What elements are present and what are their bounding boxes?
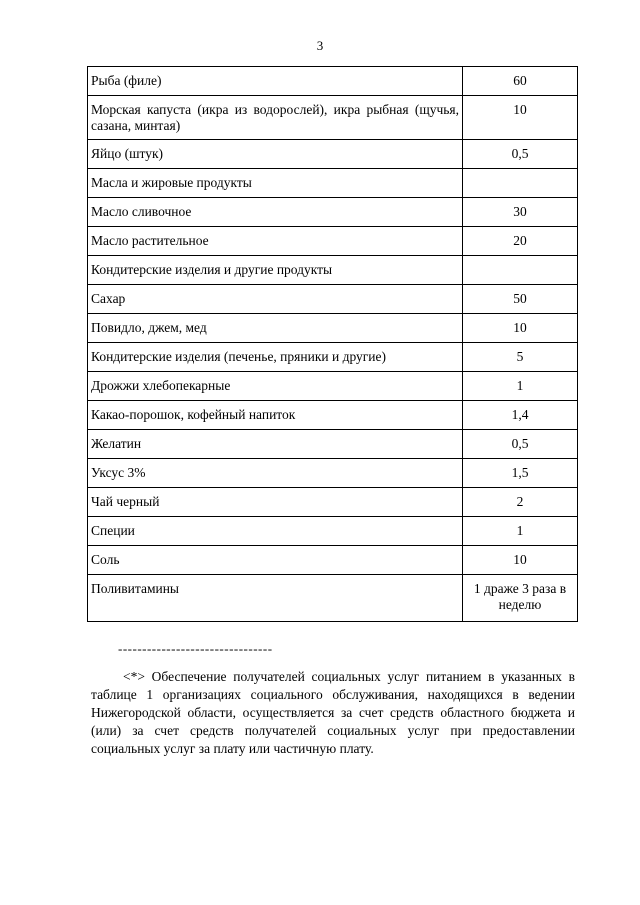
product-value-cell: 50 xyxy=(463,285,578,314)
product-value-cell: 1,4 xyxy=(463,401,578,430)
product-value-cell: 0,5 xyxy=(463,430,578,459)
product-name-cell: Яйцо (штук) xyxy=(88,140,463,169)
table-row xyxy=(88,314,578,343)
product-name-cell: Чай черный xyxy=(88,488,463,517)
footnote-separator: -------------------------------- xyxy=(118,641,273,656)
page-number: 3 xyxy=(316,38,324,53)
table-row xyxy=(88,372,578,401)
table-row xyxy=(88,517,578,546)
table-row xyxy=(88,575,578,622)
table-row xyxy=(88,67,578,96)
product-value-cell: 1 драже 3 раза в неделю xyxy=(463,575,578,622)
table-row xyxy=(88,488,578,517)
product-value-cell: 10 xyxy=(463,546,578,575)
product-value-cell: 10 xyxy=(463,314,578,343)
product-value-cell: 2 xyxy=(463,488,578,517)
product-name-cell: Уксус 3% xyxy=(88,459,463,488)
product-name-cell: Рыба (филе) xyxy=(88,67,463,96)
table-row xyxy=(88,96,578,140)
product-value-cell: 60 xyxy=(463,67,578,96)
table-row xyxy=(88,430,578,459)
product-value-cell: 10 xyxy=(463,96,578,140)
product-value-cell: 30 xyxy=(463,198,578,227)
product-value-cell: 1 xyxy=(463,517,578,546)
category-name-cell: Масла и жировые продукты xyxy=(88,169,463,198)
table-row xyxy=(88,198,578,227)
product-name-cell: Кондитерские изделия (печенье, пряники и другие) xyxy=(88,343,463,372)
product-name-cell: Желатин xyxy=(88,430,463,459)
table-row xyxy=(88,227,578,256)
product-name-cell: Какао-порошок, кофейный напиток xyxy=(88,401,463,430)
category-value-cell xyxy=(463,169,578,198)
product-name-cell: Масло сливочное xyxy=(88,198,463,227)
table-row xyxy=(88,285,578,314)
table-row xyxy=(88,343,578,372)
food-norms-table xyxy=(87,66,578,622)
product-name-cell: Соль xyxy=(88,546,463,575)
table-row xyxy=(88,459,578,488)
product-value-cell: 0,5 xyxy=(463,140,578,169)
product-value-cell: 1,5 xyxy=(463,459,578,488)
table-row xyxy=(88,140,578,169)
product-name-cell: Специи xyxy=(88,517,463,546)
product-name-cell: Поливитамины xyxy=(88,575,463,622)
category-name-cell: Кондитерские изделия и другие продукты xyxy=(88,256,463,285)
product-name-cell: Морская капуста (икра из водорослей), икра рыбная (щучья, сазана, минтая) xyxy=(88,96,463,140)
table-row xyxy=(88,169,578,198)
category-value-cell xyxy=(463,256,578,285)
product-value-cell: 1 xyxy=(463,372,578,401)
product-value-cell: 5 xyxy=(463,343,578,372)
product-name-cell: Повидло, джем, мед xyxy=(88,314,463,343)
product-name-cell: Масло растительное xyxy=(88,227,463,256)
table-row xyxy=(88,546,578,575)
product-value-cell: 20 xyxy=(463,227,578,256)
product-name-cell: Дрожжи хлебопекарные xyxy=(88,372,463,401)
table-row xyxy=(88,256,578,285)
product-name-cell: Сахар xyxy=(88,285,463,314)
footnote-text: <*> Обеспечение получателей социальных услуг питанием в указанных в таблице 1 организациях социального обслуживания, находящихся в ведении Нижегородской области, осуществляется за счет средств областного бюджета и (или) за счет средств получателей социальных услуг при предоставлении социальных услуг за плату или частичную плату. xyxy=(91,669,575,756)
table-row xyxy=(88,401,578,430)
